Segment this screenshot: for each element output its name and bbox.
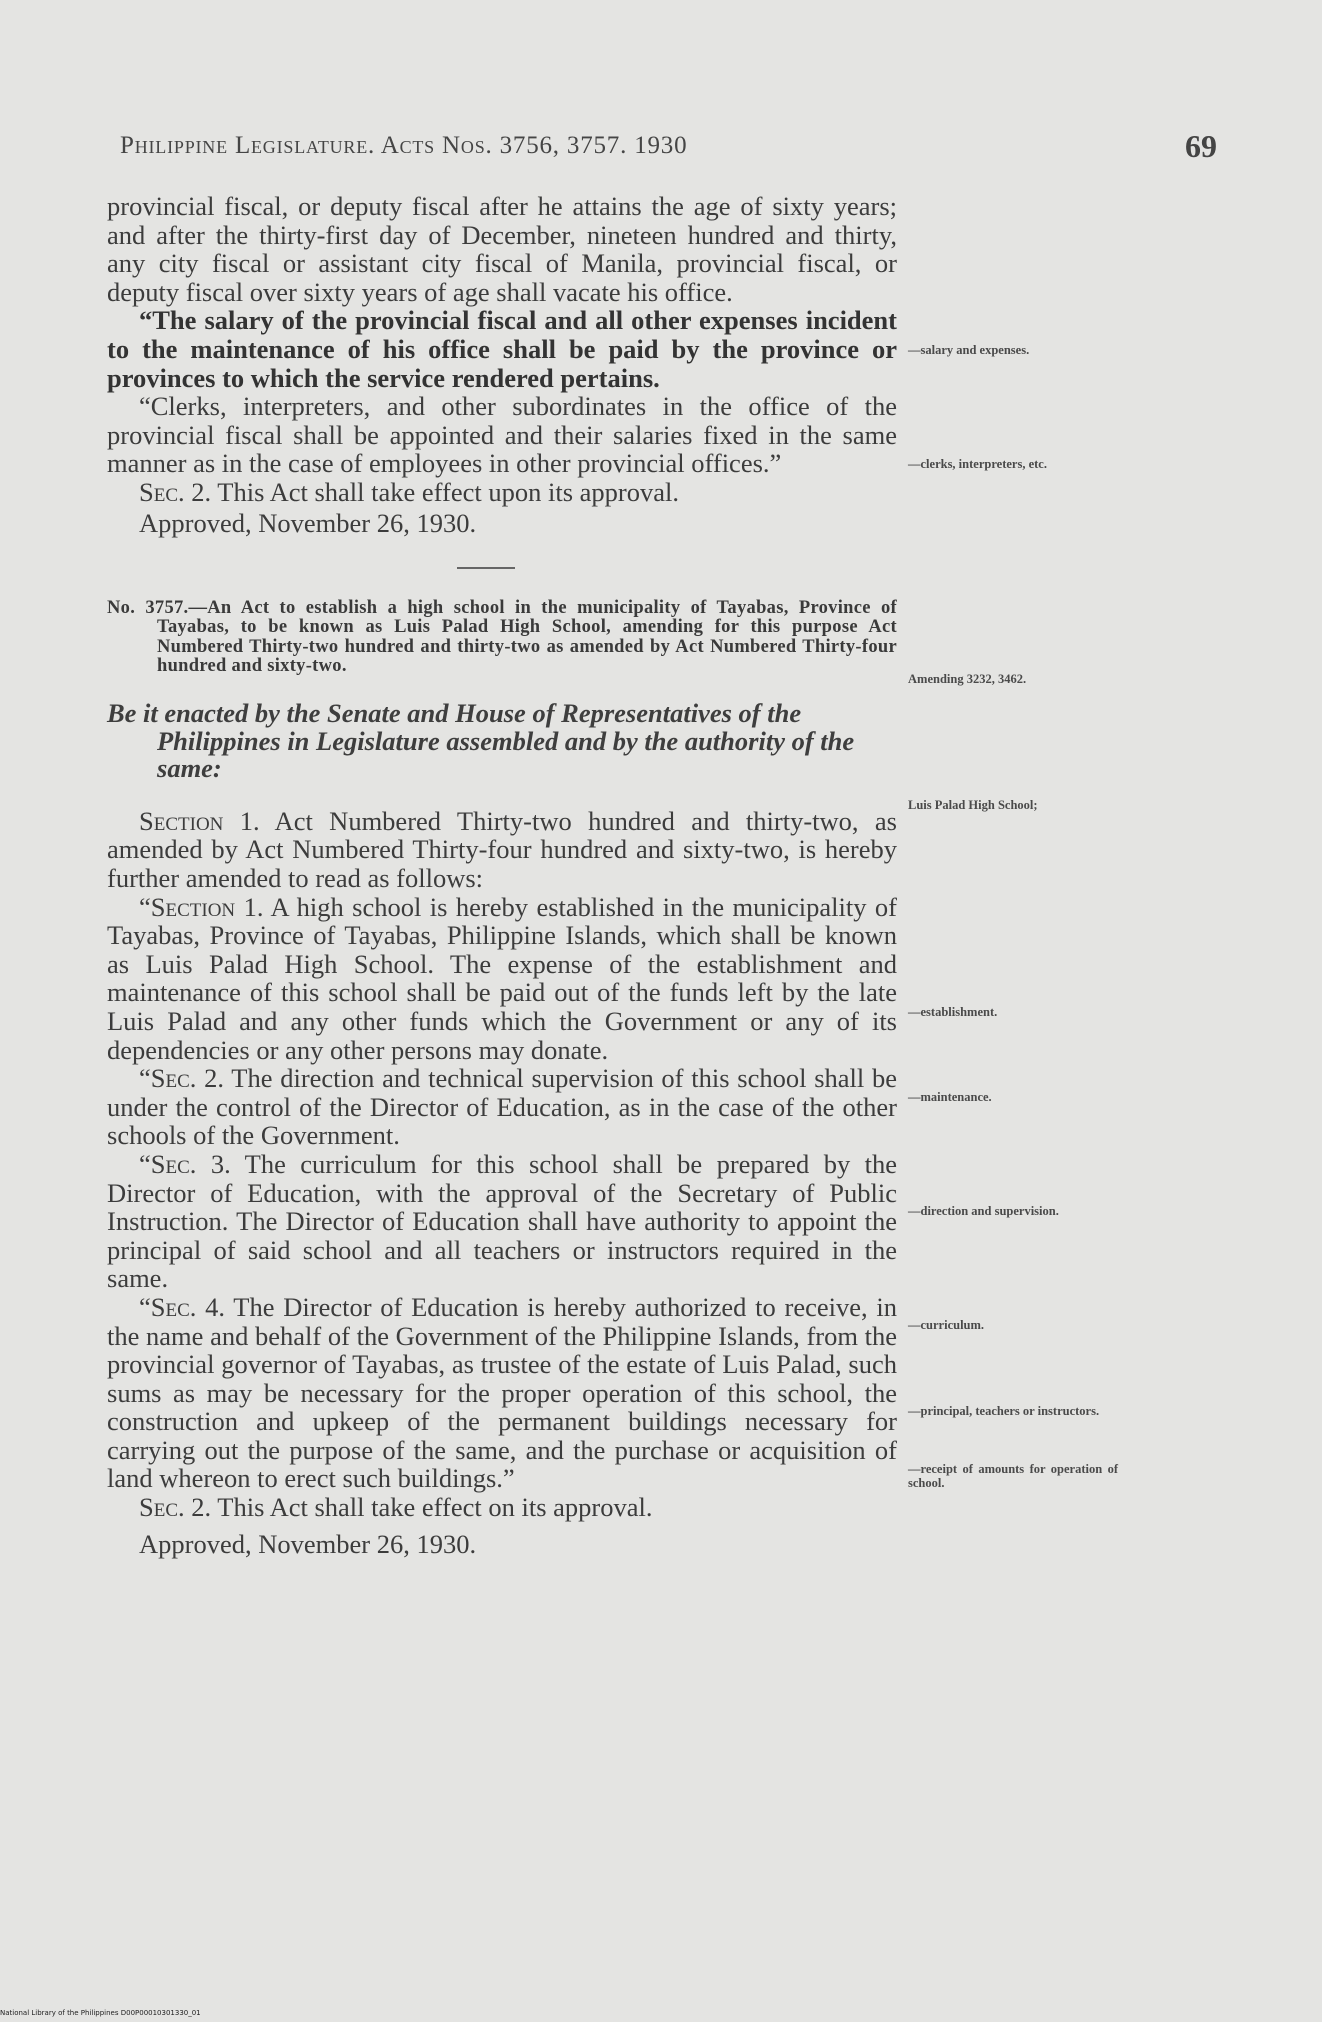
scan-footer: National Library of the Philippines D00P00010301330_01 — [0, 2009, 201, 2017]
section-label: “Section — [139, 891, 236, 922]
paragraph-salary: “The salary of the provincial fiscal and all other expenses incident to the maintenance of his office shall be paid by the province or provinces to which the service rendered pertains. — [107, 305, 897, 393]
paragraph-clerks: “Clerks, interpreters, and other subordinates in the office of the provincial fiscal shall be appointed and their salaries fixed in the same manner as in the case of employees in other provincial offices.” — [107, 391, 897, 479]
section-label: Sec. — [139, 476, 185, 507]
section-text: 3. The curriculum for this school shall be prepared by the Director of Education, with the approval of the Secretary of Public Instruction. The Director of Education shall have authority to appoint the principal of said school and all teachers or instructors required in the same. — [107, 1148, 897, 1294]
paragraph-fiscal-age: provincial fiscal, or deputy fiscal after he attains the age of sixty years; and after the thirty-first day of December, nineteen hundred and thirty, any city fiscal or assistant city fiscal of Manila, provincial fiscal, or deputy fiscal over sixty years of age shall vacate his office. — [107, 191, 897, 307]
sidenote-clerks: —clerks, interpreters, etc. — [908, 457, 1047, 471]
section-text: 2. This Act shall take effect upon its approval. — [184, 476, 679, 507]
section-2-effect-final — [107, 1493, 897, 1522]
approved-date: Approved, November 26, 1930. — [139, 507, 477, 538]
section-1 — [107, 807, 897, 893]
sidenote-establishment: —establishment. — [908, 1005, 998, 1019]
section-divider — [457, 567, 515, 569]
quoted-section-4 — [107, 1293, 897, 1493]
sidenote-luis-palad: Luis Palad High School; — [908, 798, 1038, 812]
section-2-effect — [107, 478, 897, 507]
section-label: Section — [139, 805, 224, 836]
sidenote-curriculum: —curriculum. — [908, 1318, 985, 1332]
approved-date-final: Approved, November 26, 1930. — [139, 1528, 477, 1559]
section-label: “Sec. — [139, 1291, 197, 1322]
main-text-column — [107, 192, 897, 1558]
section-label: “Sec. — [139, 1148, 197, 1179]
sidenote-direction: —direction and supervision. — [908, 1204, 1059, 1218]
section-text: 1. A high school is hereby established in the municipality of Tayabas, Province of Tayabas, Philippine Islands, which shall be known as Luis Palad High School. The expense of the establishment and maintenance of this school shall be paid out of the funds left by the late Luis Palad and any other funds which the Government or any of its dependencies or any other persons may donate. — [107, 891, 897, 1065]
section-text: 2. The direction and technical supervision of this school shall be under the control of the Director of Education, as in the case of the other schools of the Government. — [107, 1063, 897, 1151]
sidenote-salary: —salary and expenses. — [908, 343, 1030, 357]
quoted-section-1 — [107, 893, 897, 1065]
act-title: No. 3757.—An Act to establish a high school in the municipality of Tayabas, Province of Tayabas, to be known as Luis Palad High School, amending for this purpose Act Numbered Thirty-two hundred and thirty-two as amended by Act Numbered Thirty-four hundred and sixty-two. — [107, 598, 897, 677]
section-text: 4. The Director of Education is hereby authorized to receive, in the name and behalf of the Government of the Philippine Islands, from the provincial governor of Tayabas, as trustee of the estate of Luis Palad, such sums as may be necessary for the proper operation of this school, the construction and upkeep of the permanent buildings necessary for carrying out the purpose of the same, and the purchase or acquisition of land whereon to erect such buildings.” — [107, 1291, 897, 1494]
section-label: Sec. — [139, 1492, 185, 1523]
page-number: 69 — [1185, 128, 1217, 164]
quoted-section-3 — [107, 1150, 897, 1293]
section-text: 2. This Act shall take effect on its approval. — [184, 1492, 653, 1523]
section-label: “Sec. — [139, 1063, 197, 1094]
enacting-clause: Be it enacted by the Senate and House of Representatives of the Philippines in Legislature assembled and by the authority of the same: — [107, 698, 855, 784]
sidenote-principal: —principal, teachers or instructors. — [908, 1404, 1100, 1418]
sidenote-receipt: —receipt of amounts for operation of school. — [908, 1462, 1118, 1490]
sidenote-amending: Amending 3232, 3462. — [908, 672, 1027, 686]
running-header: Philippine Legislature. Acts Nos. 3756, 3757. 1930 — [120, 132, 688, 159]
quoted-section-2 — [107, 1064, 897, 1150]
sidenote-maintenance: —maintenance. — [908, 1090, 992, 1104]
section-text: 1. Act Numbered Thirty-two hundred and thirty-two, as amended by Act Numbered Thirty-four hundred and sixty-two, is hereby further amended to read as follows: — [107, 805, 897, 893]
